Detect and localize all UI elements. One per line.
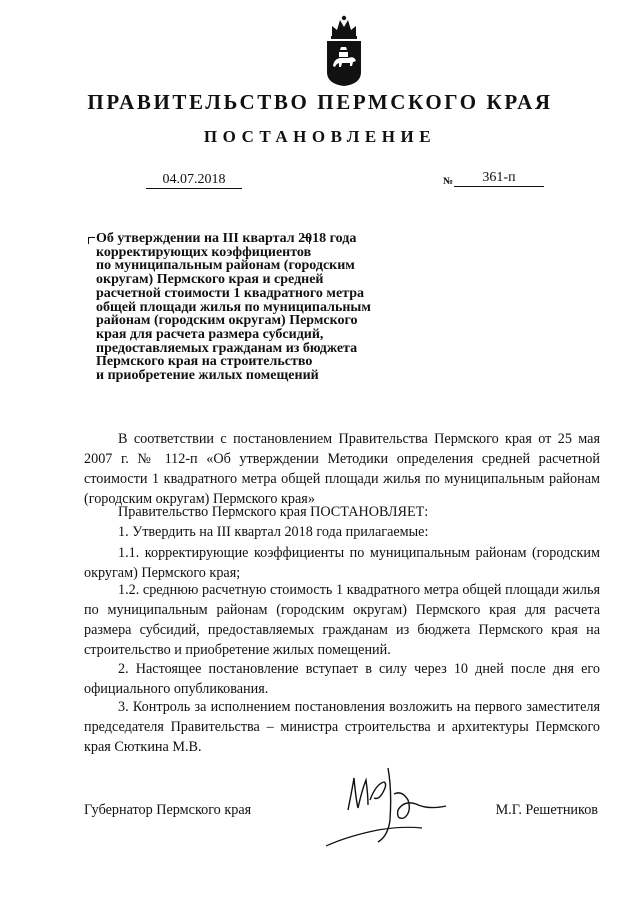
intro-paragraph: В соответствии с постановлением Правительства Пермского края от 25 мая 2007 г. № 112-п «Об утверждении Методики определения средней расчетной стоимости 1 квадратного метра общей площади жилья по муниципальным районам (городским округам) Пермского края»	[84, 431, 600, 507]
body-item-2	[84, 659, 600, 699]
body-item-1-1	[84, 543, 600, 583]
body-item-1	[84, 522, 600, 542]
item-1-2-paragraph: 1.2. среднюю расчетную стоимость 1 квадратного метра общей площади жилья по муниципальным районам (городским округам) Пермского края для расчета размера субсидий, предоставляемых гражданам из бюджета Пермского края на строительство и приобретение жилых помещений.	[84, 582, 600, 658]
body-item-3	[84, 697, 600, 757]
item-3-paragraph: 3. Контроль за исполнением постановления возложить на первого заместителя председателя Правительства – министра строительства и архитектуры Пермского края Сюткина М.В.	[84, 699, 600, 755]
body-resolves	[84, 502, 600, 522]
item-1-1-paragraph: 1.1. корректирующие коэффициенты по муниципальным районам (городским округам) Пермского края;	[84, 545, 600, 581]
signatory-position: Губернатор Пермского края	[84, 802, 252, 818]
subject-corner-left	[88, 237, 95, 244]
government-title: ПРАВИТЕЛЬСТВО ПЕРМСКОГО КРАЯ	[87, 90, 553, 114]
document-number: 361-п	[454, 170, 544, 187]
number-sign: №	[443, 176, 454, 187]
item-2-paragraph: 2. Настоящее постановление вступает в силу через 10 дней после дня его официального опубликования.	[84, 661, 600, 697]
document-date: 04.07.2018	[146, 172, 242, 189]
document-subject: Об утверждении на III квартал 2018 года корректирующих коэффициентов по муниципальным районам (городским округам) Пермского края и средней расчетной стоимости 1 квадратного метра общей площади жилья по муниципальным районам (городским округам) Пермского края для расчета размера субсидий, предоставляемых гражданам из бюджета Пермского края на строительство и приобретение жилых помещений	[96, 231, 371, 384]
body-item-1-2	[84, 580, 600, 660]
document-type: ПОСТАНОВЛЕНИЕ	[203, 127, 437, 146]
signatory-name: М.Г. Решетников	[495, 802, 598, 818]
body-intro	[84, 429, 600, 509]
resolves-paragraph: Правительство Пермского края ПОСТАНОВЛЯЕТ:	[118, 504, 429, 520]
handwritten-signature	[318, 760, 468, 850]
item-1-paragraph: 1. Утвердить на III квартал 2018 года прилагаемые:	[118, 524, 429, 540]
coat-of-arms-icon	[324, 14, 364, 88]
